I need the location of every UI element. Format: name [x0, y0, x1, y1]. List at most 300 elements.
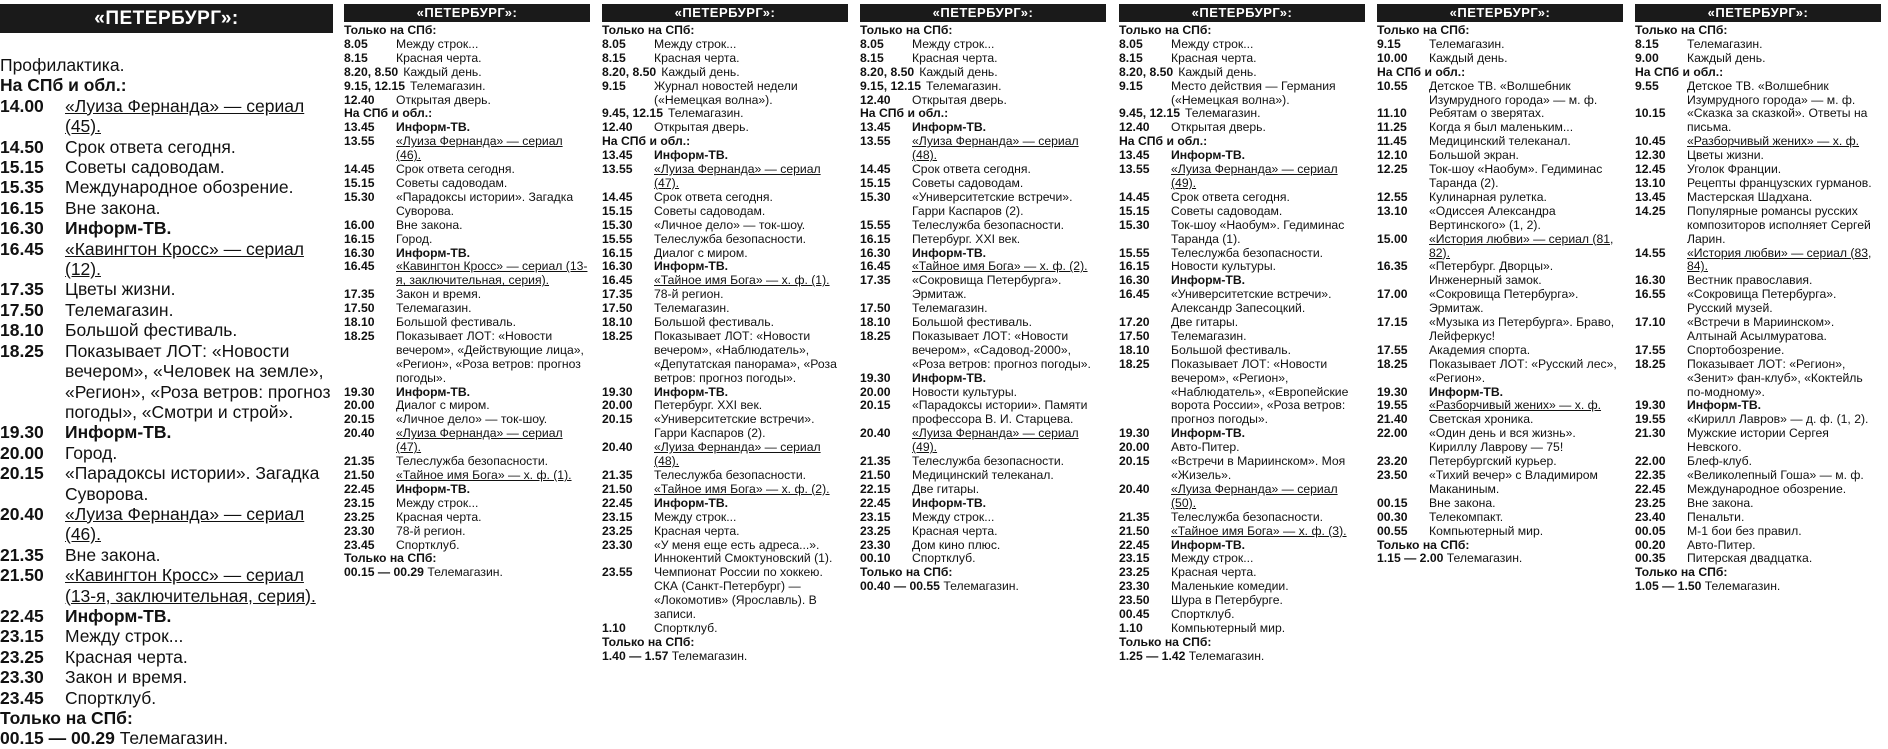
listing-time: 21.35	[602, 468, 633, 482]
program-title: Информ-ТВ.	[912, 245, 987, 260]
listing-title	[912, 94, 1106, 108]
program-title: «Личное дело» — ток-шоу.	[654, 217, 806, 232]
program-listing	[0, 218, 333, 238]
program-listing	[602, 386, 848, 400]
listing-time: 1.40 — 1.57	[602, 648, 669, 663]
program-listing	[1635, 163, 1881, 177]
program-listing	[344, 302, 590, 316]
program-title: Большой фестиваль.	[396, 315, 516, 330]
listing-time: 15.30	[602, 217, 633, 232]
program-listing	[1377, 427, 1623, 455]
section-heading: На СПб и обл.:	[344, 106, 433, 121]
program-title: Две гитары.	[912, 481, 980, 496]
listing-title	[1687, 469, 1881, 483]
serial-title: «Луиза Фернанда» — сериал (48).	[654, 440, 821, 469]
program-listing	[1119, 52, 1365, 66]
listing-title	[912, 274, 1106, 302]
program-listing	[1119, 539, 1365, 553]
schedule-column-6	[1377, 4, 1623, 566]
listing-title	[912, 38, 1106, 52]
program-title: Телемагазин.	[668, 106, 744, 121]
program-title: Показывает ЛОТ: «Новости вечером», «Садовод-2000», «Роза ветров: прогноз погоды».	[912, 328, 1091, 371]
listing-time: 13.45	[602, 148, 633, 163]
program-title: Информ-ТВ.	[396, 120, 471, 135]
program-title: Информ-ТВ.	[396, 481, 471, 496]
program-title: Журнал новостей недели («Немецкая волна»).	[654, 78, 798, 107]
listing-title	[1687, 135, 1881, 149]
section-heading: Только на СПб:	[1119, 634, 1212, 649]
listing-time: 16.35	[1377, 259, 1408, 274]
listing-time: 16.45	[1119, 287, 1150, 302]
listing-title	[912, 316, 1106, 330]
listing-time: 13.55	[860, 134, 891, 149]
program-title: Красная черта.	[1171, 565, 1257, 580]
program-title: Информ-ТВ.	[912, 120, 987, 135]
listing-time: 17.10	[1635, 315, 1666, 330]
listing-title	[912, 121, 1106, 135]
listing-title	[1687, 149, 1881, 163]
listing-title	[919, 66, 1106, 80]
listing-title	[1429, 358, 1623, 386]
program-listing	[1377, 135, 1623, 149]
program-title: Телемагазин.	[1171, 328, 1247, 343]
program-title: Спортобозрение.	[1687, 342, 1785, 357]
listing-title	[1687, 525, 1881, 539]
listing-time: 15.00	[1377, 231, 1408, 246]
program-listing	[1119, 622, 1365, 636]
listing-time: 21.40	[1377, 412, 1408, 427]
listing-time: 17.35	[602, 287, 633, 302]
program-title: Срок ответа сегодня.	[654, 189, 773, 204]
schedule-column-5	[1119, 4, 1365, 664]
listing-title	[396, 511, 590, 525]
program-listing	[1635, 205, 1881, 247]
program-listing	[1635, 358, 1881, 400]
listing-time: 12.40	[1119, 120, 1150, 135]
serial-title: «Тайное имя Бога» — х. ф. (2).	[654, 481, 830, 496]
program-title: Телемагазин.	[912, 301, 988, 316]
listing-time: 23.45	[0, 687, 44, 708]
section-heading: Только на СПб:	[344, 23, 437, 37]
listing-title	[396, 247, 590, 261]
program-listing	[860, 163, 1106, 177]
listing-time: 15.35	[0, 177, 44, 198]
program-listing	[1635, 399, 1881, 413]
listing-title	[668, 107, 848, 121]
listing-title	[654, 497, 848, 511]
program-title: Информ-ТВ.	[396, 384, 471, 399]
program-title: «У меня еще есть адреса...». Иннокентий Смоктуновский (1).	[654, 537, 833, 566]
listing-time: 20.40	[1119, 481, 1150, 496]
program-title: Цветы жизни.	[1687, 148, 1764, 163]
program-title: Телемагазин.	[1687, 36, 1763, 51]
listing-title	[396, 135, 590, 163]
listing-time: 15.15	[602, 203, 633, 218]
program-title: «Парадоксы истории». Памяти профессора В. И. Старцева.	[912, 398, 1088, 427]
program-title: Спортклуб.	[396, 537, 460, 552]
program-title: Уголок Франции.	[1687, 162, 1782, 177]
final-listing	[1377, 552, 1623, 566]
section-heading: На СПб и обл.:	[860, 106, 949, 121]
program-listing	[602, 497, 848, 511]
listing-time: 16.15	[860, 231, 891, 246]
program-listing	[602, 121, 848, 135]
listing-time: 21.50	[0, 565, 44, 586]
program-title: Вне закона.	[1429, 495, 1496, 510]
program-listing	[1635, 552, 1881, 566]
listing-title	[1171, 455, 1365, 483]
program-listing	[602, 511, 848, 525]
listing-time: 1.05 — 1.50	[1635, 579, 1702, 594]
program-listing	[1635, 427, 1881, 455]
listing-title	[396, 302, 590, 316]
program-title: Телеслужба безопасности.	[396, 454, 549, 469]
program-title: Авто-Питер.	[1687, 537, 1756, 552]
program-listing	[0, 443, 333, 463]
listing-title	[912, 455, 1106, 469]
program-title: «Университетские встречи». Александр Запесоцкий.	[1171, 287, 1332, 316]
program-listing	[1377, 52, 1623, 66]
listing-time: 9.15	[1377, 36, 1401, 51]
program-title: Красная черта.	[654, 523, 740, 538]
program-listing	[860, 539, 1106, 553]
serial-title: «Луиза Фернанда» — сериал (48).	[912, 134, 1079, 163]
program-listing	[1119, 219, 1365, 247]
listing-title	[1687, 247, 1881, 275]
listing-title: Телемагазин.	[671, 648, 748, 663]
program-listing	[860, 38, 1106, 52]
program-title: Авто-Питер.	[1171, 440, 1240, 455]
program-title: Диалог с миром.	[396, 398, 490, 413]
listing-time: 18.25	[0, 340, 44, 361]
listing-title	[1687, 191, 1881, 205]
listing-title	[1687, 177, 1881, 191]
listing-title	[1687, 483, 1881, 497]
program-title: Между строк...	[912, 509, 995, 524]
listing-time: 22.45	[602, 495, 633, 510]
program-listing	[1377, 316, 1623, 344]
program-listing	[0, 463, 333, 504]
listing-title	[654, 149, 848, 163]
listing-time: 16.30	[1635, 273, 1666, 288]
program-listing	[602, 274, 848, 288]
listing-title	[654, 566, 848, 622]
listing-time: 23.25	[1119, 565, 1150, 580]
section-heading: Только на СПб:	[860, 565, 953, 580]
listing-title	[654, 80, 848, 108]
program-listing	[602, 247, 848, 261]
program-title: Информ-ТВ.	[654, 148, 729, 163]
listing-title	[65, 96, 333, 137]
listing-time: 16.45	[0, 238, 44, 259]
program-listing	[1377, 149, 1623, 163]
program-title: Вне закона.	[65, 544, 161, 565]
program-listing	[602, 80, 848, 108]
listing-time: 16.15	[0, 197, 44, 218]
listing-time: 13.55	[602, 162, 633, 177]
program-listing	[860, 260, 1106, 274]
program-title: Советы садоводам.	[396, 175, 508, 190]
serial-title: «Тайное имя Бога» — х. ф. (2).	[912, 259, 1088, 274]
listing-time: 17.50	[344, 301, 375, 316]
listing-time: 18.25	[602, 328, 633, 343]
program-listing	[0, 422, 333, 442]
program-title: Между строк...	[1171, 551, 1254, 566]
program-listing	[344, 399, 590, 413]
program-title: «Тихий вечер» с Владимиром Маканиным.	[1429, 468, 1598, 496]
listing-title	[912, 386, 1106, 400]
listing-time: 00.10	[860, 551, 891, 566]
listing-title	[1171, 149, 1365, 163]
program-title: Телемагазин.	[410, 78, 486, 93]
program-listing	[344, 539, 590, 553]
section-heading: Только на СПб:	[1377, 23, 1470, 37]
serial-title: «Луиза Фернанда» — сериал (50).	[1171, 481, 1338, 510]
program-listing	[0, 279, 333, 299]
listing-time: 13.45	[1119, 148, 1150, 163]
serial-title: «Луиза Фернанда» — сериал (46).	[65, 503, 305, 545]
listing-title	[396, 177, 590, 191]
program-listing	[344, 80, 590, 94]
serial-title: «Тайное имя Бога» — х. ф. (1).	[654, 273, 830, 288]
program-listing	[344, 469, 590, 483]
listing-title	[65, 463, 333, 504]
listing-time: 22.00	[1377, 426, 1408, 441]
program-listing	[1119, 427, 1365, 441]
listing-title: Телемагазин.	[943, 579, 1019, 594]
program-listing	[1377, 497, 1623, 511]
listing-title	[65, 300, 333, 320]
program-title: Медицинский телеканал.	[1429, 134, 1571, 149]
program-title: Информ-ТВ.	[654, 259, 729, 274]
program-title: Каждый день.	[1178, 64, 1257, 79]
listing-time: 00.20	[1635, 537, 1666, 552]
program-listing	[1635, 344, 1881, 358]
listing-title	[654, 288, 848, 302]
program-listing	[344, 66, 590, 80]
listing-title	[1171, 288, 1365, 316]
program-title: Между строк...	[1171, 36, 1254, 51]
listing-title	[1171, 330, 1365, 344]
listing-time: 8.05	[1119, 36, 1143, 51]
listing-title	[1171, 622, 1365, 636]
listing-title	[1171, 483, 1365, 511]
final-listing	[0, 728, 333, 748]
listing-title	[912, 483, 1106, 497]
listing-title	[1171, 247, 1365, 261]
program-listing	[344, 330, 590, 386]
serial-title: «Луиза Фернанда» — сериал (49).	[1171, 162, 1338, 190]
program-listing	[602, 66, 848, 80]
program-title: М-1 бои без правил.	[1687, 523, 1802, 538]
program-listing	[602, 288, 848, 302]
program-title: Мужские истории Сергея Невского.	[1687, 426, 1829, 455]
program-listing	[1635, 149, 1881, 163]
listing-time: 8.15	[860, 50, 884, 65]
listing-time: 17.50	[602, 301, 633, 316]
listing-time: 00.15 — 00.29	[0, 728, 115, 749]
program-title: Маленькие комедии.	[1171, 579, 1289, 594]
program-listing	[1119, 316, 1365, 330]
program-listing	[1119, 511, 1365, 525]
listing-time: 23.25	[0, 646, 44, 667]
program-title: Информ-ТВ.	[396, 245, 471, 260]
program-listing	[860, 191, 1106, 219]
program-title: Красная черта.	[912, 523, 998, 538]
listing-title	[1429, 316, 1623, 344]
program-listing	[1377, 386, 1623, 400]
listing-title	[654, 539, 848, 567]
listing-time: 20.15	[1119, 454, 1150, 469]
program-title: Большой фестиваль.	[1171, 342, 1291, 357]
listing-time: 8.20, 8.50	[602, 64, 657, 79]
program-title: «Сокровища Петербурга». Русский музей.	[1687, 287, 1837, 316]
listing-time: 19.30	[344, 384, 375, 399]
listing-title	[654, 52, 848, 66]
listing-time: 16.55	[1635, 287, 1666, 302]
program-title: Спортклуб.	[912, 551, 976, 566]
program-listing	[860, 135, 1106, 163]
listing-time: 20.15	[344, 412, 375, 427]
program-title: Большой фестиваль.	[654, 315, 774, 330]
listing-title	[654, 219, 848, 233]
program-listing	[344, 233, 590, 247]
program-listing	[602, 219, 848, 233]
listing-time: 16.15	[344, 231, 375, 246]
program-title: Светская хроника.	[1429, 412, 1534, 427]
program-title: Красная черта.	[1171, 50, 1257, 65]
program-title: Закон и время.	[396, 287, 482, 302]
listing-time: 9.15, 12.15	[860, 78, 921, 93]
listing-title	[1687, 552, 1881, 566]
program-listing	[1119, 38, 1365, 52]
listing-title	[1171, 316, 1365, 330]
program-listing	[344, 52, 590, 66]
program-title: «Одиссея Александра Вертинского» (1, 2).	[1429, 203, 1556, 232]
listing-time: 20.40	[860, 426, 891, 441]
section-heading: Только на СПб:	[602, 634, 695, 649]
listing-title	[654, 233, 848, 247]
program-listing	[602, 149, 848, 163]
listing-title	[654, 483, 848, 497]
listing-title	[1171, 260, 1365, 274]
listing-title	[1429, 163, 1623, 191]
program-listing	[1119, 525, 1365, 539]
program-listing	[860, 247, 1106, 261]
listing-title	[65, 688, 333, 708]
listing-time: 11.45	[1377, 134, 1407, 149]
listing-title	[396, 191, 590, 219]
listing-time: 15.15	[860, 175, 891, 190]
program-title: Новости культуры.	[912, 384, 1017, 399]
listing-time: 16.30	[1119, 273, 1150, 288]
listing-time: 15.15	[0, 157, 44, 178]
program-title: Международное обозрение.	[65, 177, 294, 198]
listing-title	[1171, 552, 1365, 566]
listing-time: 21.35	[1119, 509, 1150, 524]
listing-title	[396, 497, 590, 511]
listing-title	[65, 606, 333, 626]
program-listing	[1119, 608, 1365, 622]
program-listing	[1635, 469, 1881, 483]
listing-time: 23.30	[860, 537, 891, 552]
listing-time: 23.15	[602, 509, 633, 524]
listing-time: 23.15	[344, 495, 375, 510]
program-listing	[0, 96, 333, 137]
listing-title	[396, 330, 590, 386]
program-listing	[860, 330, 1106, 372]
listing-time: 20.40	[344, 426, 375, 441]
listing-title	[1171, 121, 1365, 135]
listing-title	[1429, 497, 1623, 511]
section-heading: Только на СПб:	[1635, 23, 1728, 37]
listing-title	[912, 219, 1106, 233]
listing-title	[396, 525, 590, 539]
program-title: Телемагазин.	[65, 299, 174, 320]
listing-title	[1429, 413, 1623, 427]
serial-title: «История любви» — сериал (81, 82).	[1429, 231, 1614, 260]
program-listing	[602, 399, 848, 413]
program-listing	[1119, 580, 1365, 594]
listing-time: 23.15	[0, 626, 44, 647]
listing-time: 16.30	[860, 245, 891, 260]
listing-time: 20.40	[602, 440, 633, 455]
listing-title	[396, 539, 590, 553]
program-title: Вестник православия.	[1687, 273, 1813, 288]
listing-title	[654, 511, 848, 525]
listing-time: 19.30	[1119, 426, 1150, 441]
listing-time: 15.55	[860, 217, 891, 232]
listing-time: 13.45	[860, 120, 891, 135]
listing-time: 17.35	[860, 273, 891, 288]
listing-time: 17.15	[1377, 315, 1408, 330]
listing-title	[912, 511, 1106, 525]
listing-time: 22.35	[1635, 468, 1666, 482]
listing-title	[1687, 344, 1881, 358]
listing-time: 18.25	[1119, 356, 1150, 371]
serial-title: «Луиза Фернанда» — сериал (47).	[654, 162, 821, 190]
listing-time: 22.00	[1635, 454, 1666, 469]
listing-time: 12.40	[602, 120, 633, 135]
program-listing	[602, 566, 848, 622]
listing-title	[1429, 135, 1623, 149]
program-title: Показывает ЛОТ: «Новости вечером», «Регион», «Наблюдатель», «Европейские ворота России», «Роза ветров: прогноз погоды».	[1171, 356, 1349, 427]
program-listing	[860, 455, 1106, 469]
listing-time: 16.30	[0, 218, 44, 239]
channel-header: «ПЕТЕРБУРГ»:	[344, 4, 590, 22]
listing-title	[912, 539, 1106, 553]
listing-title	[1429, 288, 1623, 316]
listing-time: 17.50	[860, 301, 891, 316]
program-listing	[602, 38, 848, 52]
listing-time: 8.20, 8.50	[1119, 64, 1174, 79]
program-title: Телеслужба безопасности.	[1171, 245, 1324, 260]
listing-time: 12.55	[1377, 189, 1408, 204]
program-title: Кулинарная рулетка.	[1429, 189, 1547, 204]
program-listing	[1377, 38, 1623, 52]
listing-title	[1171, 608, 1365, 622]
listing-title	[396, 260, 590, 288]
listing-time: 14.55	[1635, 245, 1666, 260]
listing-title	[65, 667, 333, 687]
listing-title: Телемагазин.	[1704, 579, 1781, 594]
listing-time: 18.25	[1635, 356, 1666, 371]
listing-time: 8.15	[602, 50, 626, 65]
listing-title	[65, 239, 333, 280]
program-title: Телемагазин.	[1429, 36, 1505, 51]
listing-title	[1687, 539, 1881, 553]
program-listing	[1377, 191, 1623, 205]
